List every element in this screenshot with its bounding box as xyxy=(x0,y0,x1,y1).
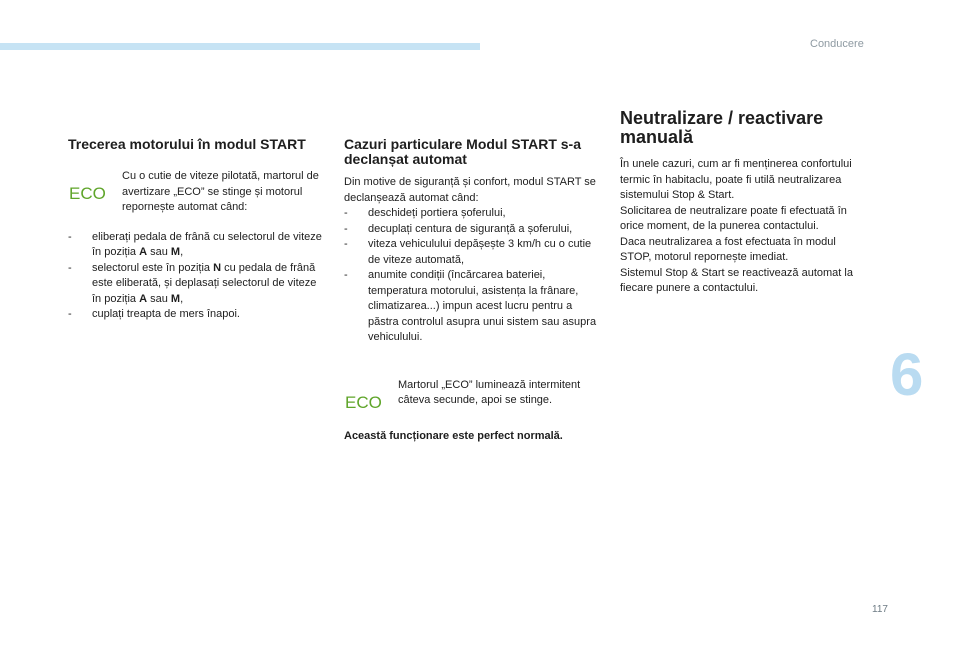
paragraph-line: Solicitarea de neutralizare poate fi efectuată în orice moment, de la punerea contactului. xyxy=(620,204,847,232)
list-item: - decuplați centura de siguranță a șoferului, xyxy=(344,222,598,238)
middle-intro: Din motive de siguranță și confort, modul START se declanșează automat când: xyxy=(344,176,596,204)
list-item: - selectorul este în poziția N cu pedala de frână este eliberată, și deplasați selectorul de viteze în poziția A sau M, xyxy=(68,261,326,308)
chapter-number: 6 xyxy=(890,341,924,408)
paragraph-line: În unele cazuri, cum ar fi menținerea confortului termic în habitaclu, poate fi utilă neutralizarea sistemului Stop & Start. xyxy=(620,158,852,201)
list-item: - cuplați treapta de mers înapoi. xyxy=(68,307,326,323)
list-item: - eliberați pedala de frână cu selectorul de viteze în poziția A sau M, xyxy=(68,230,326,261)
list-item: - viteza vehiculului depășește 3 km/h cu o cutie de viteze automată, xyxy=(344,237,598,268)
list-item: - deschideți portiera șoferului, xyxy=(344,206,598,222)
header-accent-bar xyxy=(0,43,480,50)
page-number: 117 xyxy=(872,604,888,615)
left-column xyxy=(68,137,326,323)
right-heading: Neutralizare / reactivare manuală xyxy=(620,108,824,147)
middle-heading: Cazuri particulare Modul START s-a declanșat automat xyxy=(344,136,581,167)
list-item: - anumite condiții (încărcarea bateriei, temperatura motorului, asistența la frânare, climatizarea...) impun acest lucru pentru a păstra controlul asupra unui sistem sau asupra vehiculului. xyxy=(344,268,598,346)
start-conditions-list xyxy=(68,230,326,323)
normal-operation-note: Această funcționare este perfect normală. xyxy=(344,429,563,442)
eco-warning-icon xyxy=(68,183,112,203)
eco-warning-icon xyxy=(344,392,388,412)
left-heading: Trecerea motorului în modul START xyxy=(68,136,306,152)
eco-description: Cu o cutie de viteze pilotată, martorul de avertizare „ECO” se stinge și motorul repornește automat când: xyxy=(122,170,319,213)
eco-icon-text: ECO xyxy=(345,392,382,412)
eco-info-row xyxy=(68,169,326,216)
right-column xyxy=(620,109,870,297)
section-title: Conducere xyxy=(810,38,864,50)
auto-start-conditions-list xyxy=(344,206,598,346)
paragraph-line: Daca neutralizarea a fost efectuata în modul STOP, motorul repornește imediat. xyxy=(620,235,836,263)
eco-blink-description: Martorul „ECO” luminează intermitent câteva secunde, apoi se stinge. xyxy=(398,378,581,406)
eco-blink-row xyxy=(344,378,598,412)
eco-icon-text: ECO xyxy=(69,184,106,203)
right-paragraph xyxy=(620,157,870,297)
middle-column xyxy=(344,137,598,444)
paragraph-line: Sistemul Stop & Start se reactivează automat la fiecare punere a contactului. xyxy=(620,266,853,294)
